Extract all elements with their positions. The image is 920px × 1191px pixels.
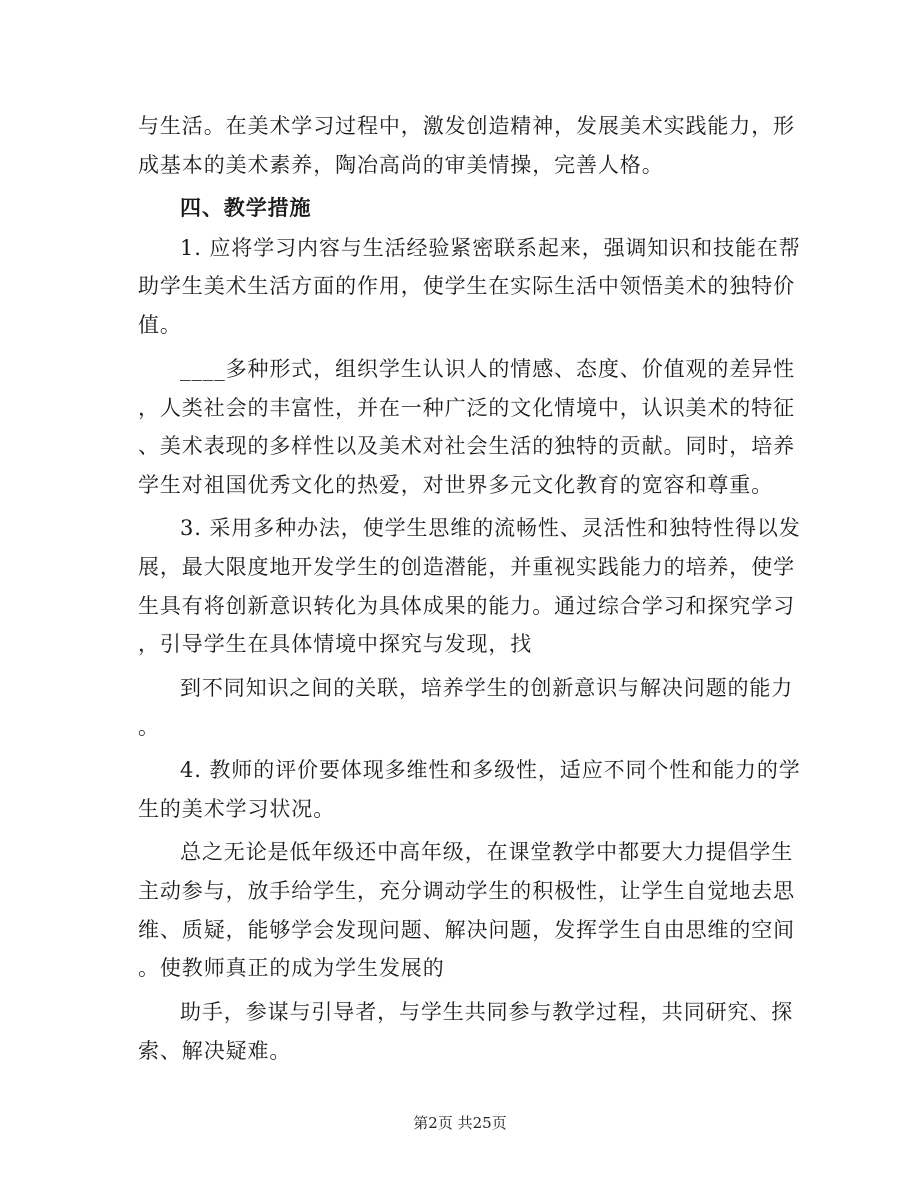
- paragraph-line: 展，最大限度地开发学生的创造潜能，并重视实践能力的培养，使学: [138, 555, 795, 579]
- paragraph-line: 与生活。在美术学习过程中，激发创造精神，发展美术实践能力，形: [138, 114, 795, 138]
- section-heading: 四、教学措施: [180, 195, 312, 220]
- paragraph-line: 生的美术学习状况。: [138, 797, 336, 821]
- paragraph-line: 到不同知识之间的关联，培养学生的创新意识与解决问题的能力: [180, 676, 794, 700]
- paragraph-line: 维、质疑，能够学会发现问题、解决问题，发挥学生自由思维的空间: [138, 918, 795, 942]
- paragraph-line: 值。: [138, 313, 182, 337]
- paragraph-line: 、美术表现的多样性以及美术对社会生活的独特的贡献。同时，培养: [138, 434, 795, 458]
- paragraph-line: 总之无论是低年级还中高年级，在课堂教学中都要大力提倡学生: [180, 840, 794, 864]
- paragraph-line: ，人类社会的丰富性，并在一种广泛的文化情境中，认识美术的特征: [138, 396, 795, 420]
- paragraph-line: 生具有将创新意识转化为具体成果的能力。通过综合学习和探究学习: [138, 594, 795, 618]
- paragraph-line: ，引导学生在具体情境中探究与发现，找: [138, 632, 533, 656]
- paragraph-line: 。使教师真正的成为学生发展的: [138, 956, 445, 980]
- paragraph-line: 成基本的美术素养，陶冶高尚的审美情操，完善人格。: [138, 153, 664, 177]
- paragraph-line: 助手，参谋与引导者，与学生共同参与教学过程，共同研究、探: [180, 1000, 794, 1024]
- paragraph-line: ____多种形式，组织学生认识人的情感、态度、价值观的差异性: [180, 357, 795, 381]
- paragraph-line: 学生对祖国优秀文化的热爱，对世界多元文化教育的宽容和尊重。: [138, 473, 774, 497]
- paragraph-line: 。: [138, 715, 160, 739]
- paragraph-line: 助学生美术生活方面的作用，使学生在实际生活中领悟美术的独特价: [138, 274, 795, 298]
- paragraph-line: 1. 应将学习内容与生活经验紧密联系起来，强调知识和技能在帮: [180, 236, 801, 260]
- paragraph-line: 3. 采用多种办法，使学生思维的流畅性、灵活性和独特性得以发: [180, 516, 801, 540]
- paragraph-line: 主动参与，放手给学生，充分调动学生的积极性，让学生自觉地去思: [138, 879, 795, 903]
- page-number: 第2页 共25页: [413, 1114, 507, 1132]
- paragraph-line: 4. 教师的评价要体现多维性和多级性，适应不同个性和能力的学: [180, 758, 801, 782]
- paragraph-line: 索、解决疑难。: [138, 1039, 292, 1063]
